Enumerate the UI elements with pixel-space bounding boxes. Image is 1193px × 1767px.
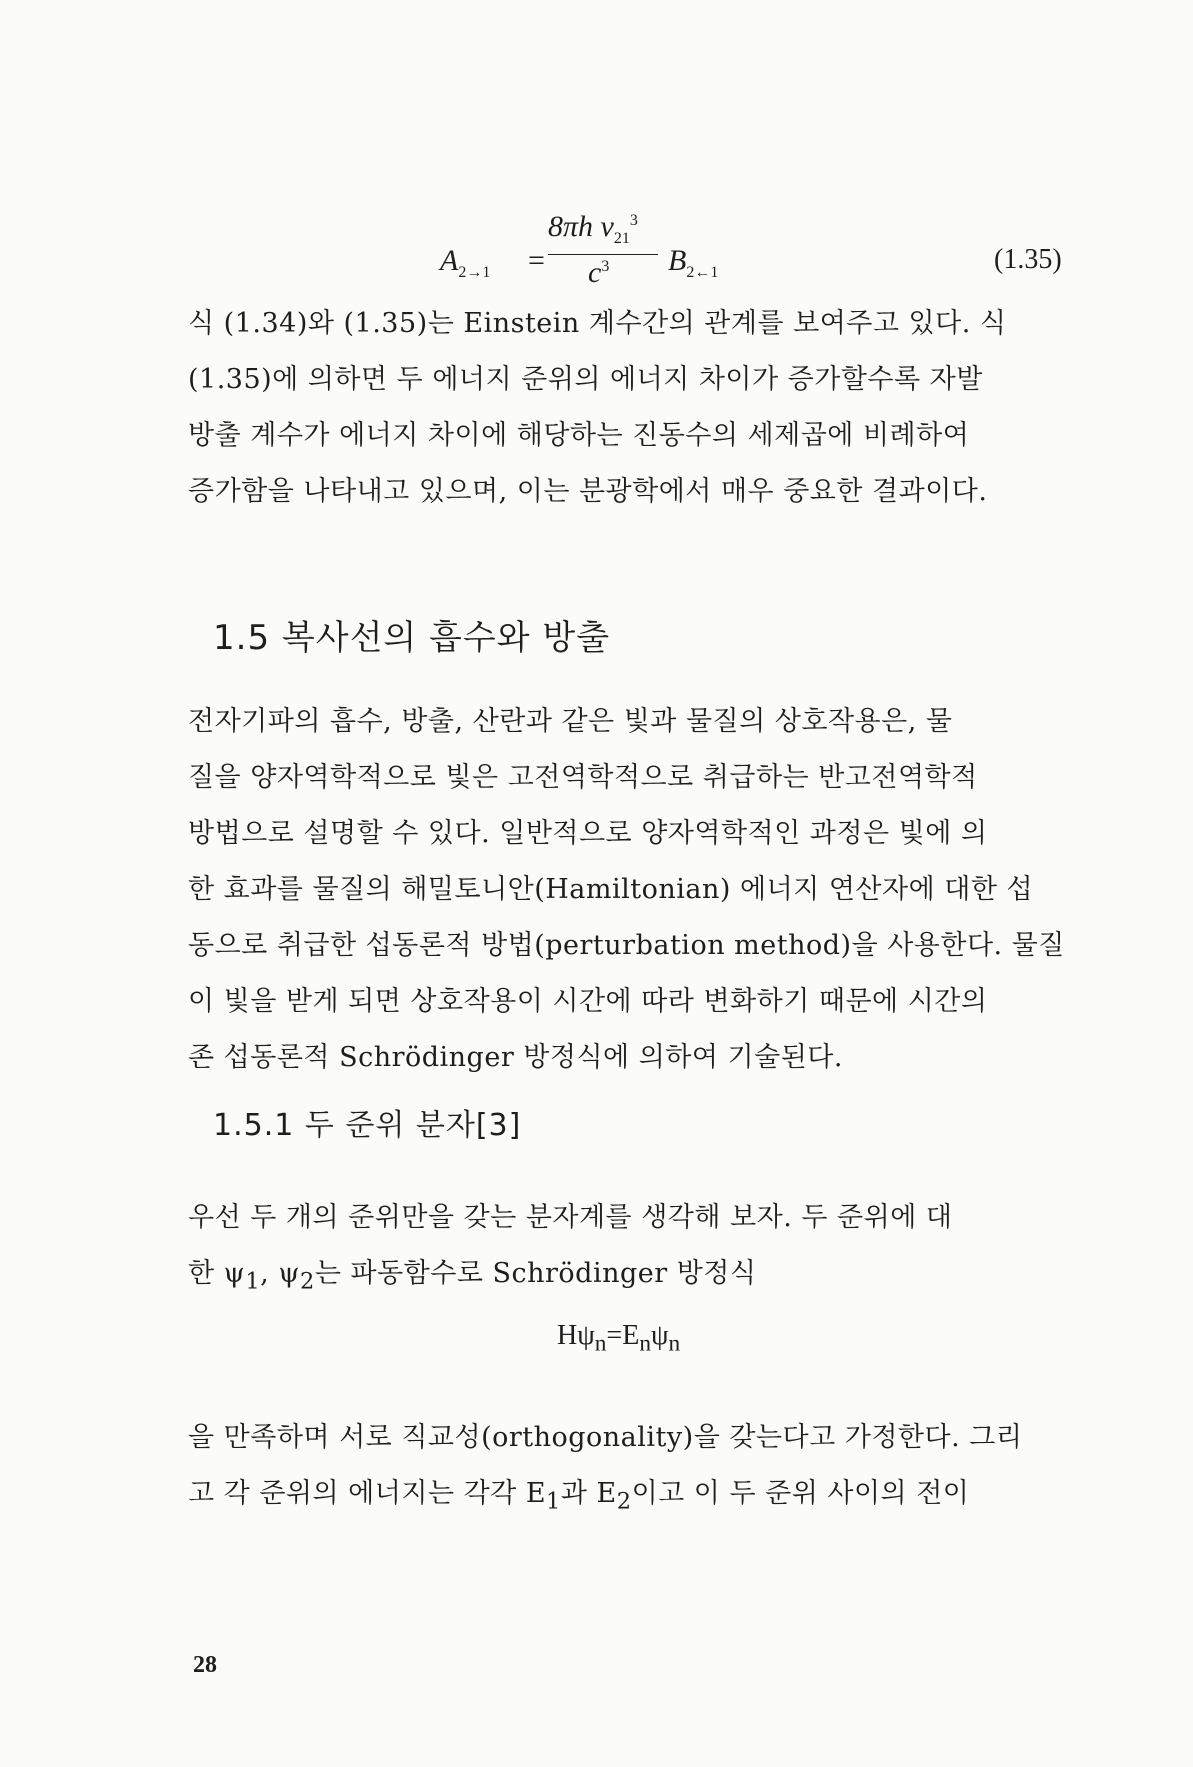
text-line: 한 $\psi_1$, $\psi_2$는 파동함수로 Schrödinger 방정식 — [188, 1258, 757, 1295]
text-line: 증가함을 나타내고 있으며, 이는 분광학에서 매우 중요한 결과이다. — [188, 476, 988, 507]
text-line: 우선 두 개의 준위만을 갖는 분자계를 생각해 보자. 두 준위에 대 — [188, 1202, 953, 1233]
fraction-numerator: 8πh $\nu_{21}^3$ — [548, 210, 638, 247]
text-line: 동으로 취급한 섭동론적 방법(perturbation method)을 사용한다. 물질 — [188, 930, 1065, 961]
subsection-heading: 1.5.1 두 준위 분자[3] — [213, 1108, 522, 1143]
equation-number: (1.35) — [994, 244, 1062, 275]
paragraph-light-matter-interaction — [188, 694, 1068, 1086]
text-line: 방법으로 설명할 수 있다. 일반적으로 양자역학적인 과정은 빛에 의 — [188, 818, 988, 849]
fraction-bar — [548, 254, 658, 255]
paragraph-einstein-coefficients — [188, 296, 1068, 520]
equals-sign: = — [528, 244, 545, 277]
paragraph-orthogonality — [188, 1410, 1068, 1529]
equation-lhs: $A_{2\to 1}$ — [440, 244, 491, 281]
schrodinger-equation: $H\psi_n=E_n\psi_n$ — [557, 1320, 681, 1357]
text-line: (1.35)에 의하면 두 에너지 준위의 에너지 차이가 증가할수록 자발 — [188, 364, 983, 395]
text-line: 한 효과를 물질의 해밀토니안(Hamiltonian) 에너지 연산자에 대한 섭 — [188, 874, 1034, 905]
text-line: 전자기파의 흡수, 방출, 산란과 같은 빛과 물질의 상호작용은, 물 — [188, 706, 953, 737]
text-line: 을 만족하며 서로 직교성(orthogonality)을 갖는다고 가정한다. 그리 — [188, 1422, 1023, 1453]
text-line: 존 섭동론적 Schrödinger 방정식에 의하여 기술된다. — [188, 1042, 843, 1073]
paragraph-two-level-intro — [188, 1190, 1068, 1309]
fraction-denominator: $c^3$ — [588, 256, 610, 289]
text-line: 고 각 준위의 에너지는 각각 $E_1$과 $E_2$이고 이 두 준위 사이의 전이 — [188, 1478, 970, 1515]
text-line: 질을 양자역학적으로 빛은 고전역학적으로 취급하는 반고전역학적 — [188, 762, 978, 793]
equation-1-35 — [440, 200, 760, 310]
page-number: 28 — [193, 1652, 217, 1678]
section-heading: 1.5 복사선의 흡수와 방출 — [213, 618, 611, 658]
text-line: 식 (1.34)와 (1.35)는 Einstein 계수간의 관계를 보여주고 있다. 식 — [188, 308, 1007, 339]
text-line: 방출 계수가 에너지 차이에 해당하는 진동수의 세제곱에 비례하여 — [188, 420, 970, 451]
text-line: 이 빛을 받게 되면 상호작용이 시간에 따라 변화하기 때문에 시간의 — [188, 986, 988, 1017]
equation-rhs: $B_{2\leftarrow 1}$ — [668, 244, 719, 281]
